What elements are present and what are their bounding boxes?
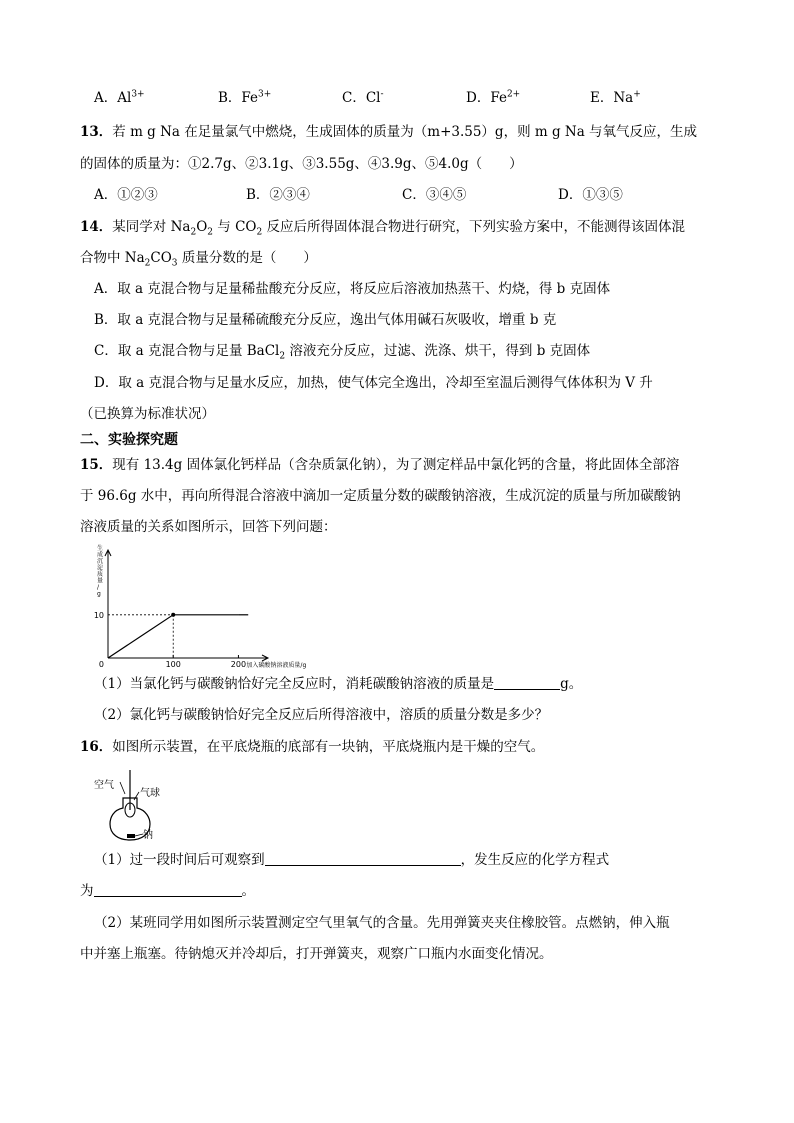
q13-line2: 的固体的质量为：①2.7g、②3.1g、③3.55g、④3.9g、⑤4.0g（ ）: [80, 156, 523, 172]
q13-option-c: C．③④⑤: [402, 187, 467, 203]
q14-line2: 合物中 $Na_2CO_3$ 质量分数的是（ ）: [80, 250, 317, 269]
q16-sub1-cont: 为 。: [80, 883, 255, 899]
equivalence-point: [171, 613, 175, 617]
q12-option-e: E．Na+: [590, 89, 641, 106]
fig-label-air: 空气: [94, 780, 114, 791]
x-axis-label: 加入碳酸钠溶液质量/g: [246, 662, 307, 669]
fig-label-balloon: 气球: [140, 788, 160, 799]
q15-sub2: （2）氯化钙与碳酸钠恰好完全反应后所得溶液中，溶质的质量分数是多少？: [94, 707, 549, 723]
sodium-block: [127, 834, 135, 838]
q16-observation-blank[interactable]: [265, 851, 461, 866]
q15-line3: 溶液质量的关系如图所示，回答下列问题：: [80, 519, 337, 535]
q14-option-a: A．取 a 克混合物与足量稀盐酸充分反应，将反应后溶液加热蒸干、灼烧，得 b 克固体: [94, 281, 611, 297]
q15-line2: 于 96.6g 水中，再向所得混合溶液中滴加一定质量分数的碳酸钠溶液，生成沉淀的质量与所加碳酸钠: [80, 488, 681, 504]
q12-option-c: C．Cl-: [342, 89, 384, 106]
q13-option-b: B．②③④: [246, 187, 310, 203]
q15-sub1: （1）当氯化钙与碳酸钠恰好完全反应时，消耗碳酸钠溶液的质量是 g。: [94, 676, 583, 692]
y-tick-label: 10: [93, 610, 104, 620]
q14-option-b: B．取 a 克混合物与足量稀硫酸充分反应，逸出气体用碱石灰吸收，增重 b 克: [94, 312, 557, 328]
q13-line1: 13．若 m g Na 在足量氯气中燃烧，生成固体的质量为（m+3.55）g，则 m g Na 与氧气反应，生成: [80, 124, 698, 140]
origin-label: 0: [98, 660, 104, 669]
q14-option-c: C．取 a 克混合物与足量 BaCl$_2$ 溶液充分反应，过滤、洗涤、烘干，得到 b 克固体: [94, 343, 591, 362]
q16-sub2-line1: （2）某班同学用如图所示装置测定空气里氧气的含量。先用弹簧夹夹住橡胶管。点燃钠，伸入瓶: [94, 915, 670, 931]
y-axis-label: 生成沉淀质量/ g: [97, 545, 104, 598]
q12-option-d: D．$Fe^{2+}$: [466, 89, 521, 106]
q14-option-d: D．取 a 克混合物与足量水反应，加热，使气体完全逸出，冷却至室温后测得气体体积为 V 升: [94, 375, 653, 391]
fig-label-sodium: 钠: [143, 830, 153, 841]
section-heading: 二、实验探究题: [80, 432, 178, 448]
q16-line1: 16．如图所示装置，在平底烧瓶的底部有一块钠，平底烧瓶内是干燥的空气。: [80, 739, 545, 755]
q13-option-a: A．①②③: [94, 187, 158, 203]
air-pointer-line: [120, 782, 125, 794]
q15-answer-blank[interactable]: [494, 675, 560, 690]
q12-option-a: A．$Al^{3+}$: [94, 89, 145, 106]
flask-apparatus-figure: [94, 768, 176, 844]
x-tick-label: 200: [230, 660, 247, 669]
q16-sub2-line2: 中并塞上瓶塞。待钠熄灭并冷却后，打开弹簧夹，观察广口瓶内水面变化情况。: [80, 946, 553, 962]
q16-equation-blank[interactable]: [94, 882, 242, 897]
q14-line1: 14．某同学对 $Na_2O_2$ 与 $CO_2$ 反应后所得固体混合物进行研究，下列实验方案中，不能测得该固体混: [80, 219, 686, 238]
sodium-pointer-line: [135, 834, 143, 836]
q15-line1: 15．现有 13.4g 固体氯化钙样品（含杂质氯化钠），为了测定样品中氯化钙的含量，将此固体全部溶: [80, 457, 680, 473]
q12-option-b: B．$Fe^{3+}$: [218, 89, 272, 106]
x-tick-label: 100: [165, 660, 181, 669]
q14-option-d-note: （已换算为标准状况）: [80, 406, 215, 422]
q16-sub1: （1）过一段时间后可观察到 ，发生反应的化学方程式: [94, 852, 610, 868]
q13-option-d: D．①③⑤: [558, 187, 623, 203]
precipitate-chart: [92, 544, 307, 669]
